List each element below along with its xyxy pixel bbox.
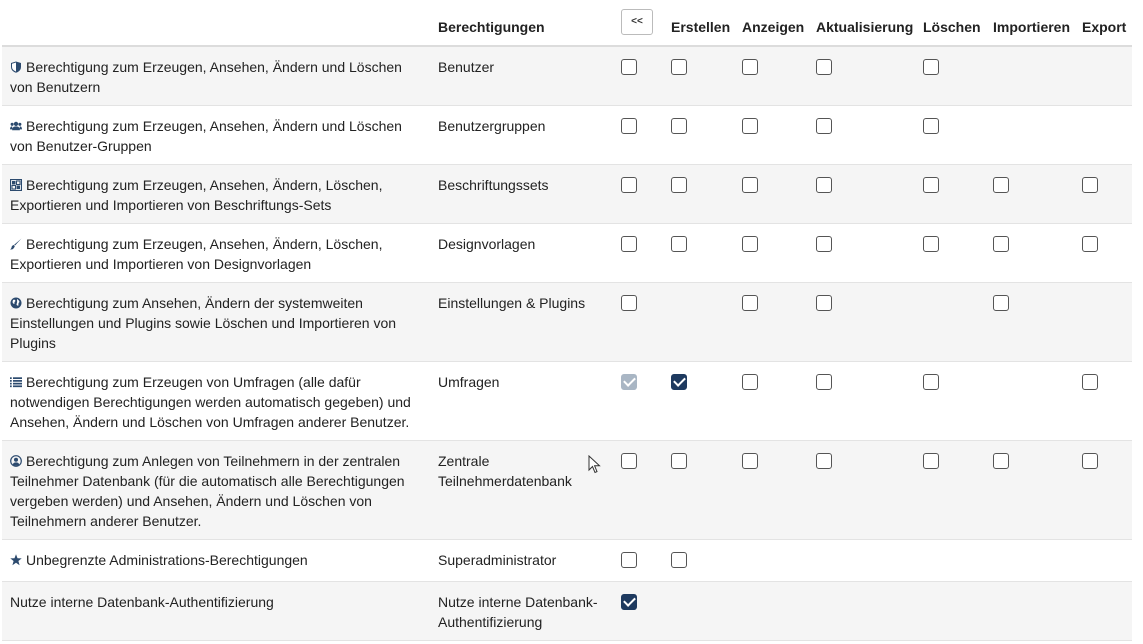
cell-import bbox=[993, 540, 1082, 582]
checkbox-export[interactable] bbox=[1082, 177, 1098, 193]
cell-import bbox=[993, 441, 1082, 540]
checkbox-all[interactable] bbox=[621, 177, 637, 193]
cell-all bbox=[621, 224, 671, 283]
cell-update bbox=[816, 582, 923, 641]
header-read: Anzeigen bbox=[742, 0, 816, 46]
table-row bbox=[2, 362, 1132, 441]
cell-all bbox=[621, 46, 671, 106]
permission-description bbox=[2, 106, 438, 165]
cell-update bbox=[816, 540, 923, 582]
cell-delete bbox=[923, 362, 993, 441]
cell-read bbox=[742, 224, 816, 283]
grid-icon bbox=[10, 179, 22, 191]
cell-create bbox=[671, 582, 742, 641]
cell-all bbox=[621, 362, 671, 441]
header-toggle bbox=[621, 0, 671, 46]
header-delete: Löschen bbox=[923, 0, 993, 46]
permission-description bbox=[2, 224, 438, 283]
table-row bbox=[2, 283, 1132, 362]
collapse-toggle-button[interactable]: << bbox=[621, 9, 653, 35]
cell-export bbox=[1082, 441, 1132, 540]
checkbox-create[interactable] bbox=[671, 177, 687, 193]
table-row bbox=[2, 540, 1132, 582]
checkbox-update[interactable] bbox=[816, 236, 832, 252]
checkbox-create[interactable] bbox=[671, 118, 687, 134]
permission-description-text: Berechtigung zum Erzeugen von Umfragen (alle dafür notwendigen Berechtigungen werden automatisch gegeben) und Ansehen, Ändern und Löschen von Umfragen anderer Benutzer. bbox=[10, 374, 411, 430]
permission-description-text: Berechtigung zum Erzeugen, Ansehen, Ändern und Löschen von Benutzer-Gruppen bbox=[10, 118, 402, 154]
checkbox-all[interactable] bbox=[621, 594, 637, 610]
shield-icon bbox=[10, 61, 22, 73]
checkbox-import[interactable] bbox=[993, 453, 1009, 469]
table-row bbox=[2, 46, 1132, 106]
checkbox-read[interactable] bbox=[742, 59, 758, 75]
checkbox-import[interactable] bbox=[993, 236, 1009, 252]
cell-import bbox=[993, 283, 1082, 362]
cell-delete bbox=[923, 582, 993, 641]
cell-delete bbox=[923, 46, 993, 106]
cell-all bbox=[621, 582, 671, 641]
cell-create bbox=[671, 362, 742, 441]
permission-description-text: Berechtigung zum Erzeugen, Ansehen, Ändern, Löschen, Exportieren und Importieren von Beschriftungs-Sets bbox=[10, 177, 383, 213]
checkbox-create[interactable] bbox=[671, 374, 687, 390]
cell-export bbox=[1082, 362, 1132, 441]
cell-all bbox=[621, 106, 671, 165]
checkbox-create[interactable] bbox=[671, 236, 687, 252]
checkbox-all[interactable] bbox=[621, 295, 637, 311]
permission-name: Superadministrator bbox=[438, 540, 621, 582]
checkbox-all[interactable] bbox=[621, 236, 637, 252]
checkbox-read[interactable] bbox=[742, 118, 758, 134]
cell-import bbox=[993, 224, 1082, 283]
table-row bbox=[2, 165, 1132, 224]
checkbox-update[interactable] bbox=[816, 118, 832, 134]
permission-description-text: Berechtigung zum Ansehen, Ändern der systemweiten Einstellungen und Plugins sowie Löschen und Importieren von Plugins bbox=[10, 295, 397, 351]
checkbox-read[interactable] bbox=[742, 453, 758, 469]
header-description bbox=[2, 0, 438, 46]
cell-all bbox=[621, 165, 671, 224]
permission-description bbox=[2, 283, 438, 362]
checkbox-export[interactable] bbox=[1082, 453, 1098, 469]
checkbox-update[interactable] bbox=[816, 374, 832, 390]
cell-export bbox=[1082, 283, 1132, 362]
permission-description bbox=[2, 441, 438, 540]
cell-import bbox=[993, 165, 1082, 224]
permission-description bbox=[2, 46, 438, 106]
cell-read bbox=[742, 540, 816, 582]
checkbox-all[interactable] bbox=[621, 552, 637, 568]
checkbox-delete[interactable] bbox=[923, 453, 939, 469]
permission-name: Beschriftungssets bbox=[438, 165, 621, 224]
cell-create bbox=[671, 46, 742, 106]
cell-delete bbox=[923, 165, 993, 224]
cell-create bbox=[671, 224, 742, 283]
permission-description bbox=[2, 540, 438, 582]
checkbox-delete[interactable] bbox=[923, 118, 939, 134]
header-permissions: Berechtigungen bbox=[438, 0, 621, 46]
cell-update bbox=[816, 106, 923, 165]
checkbox-update[interactable] bbox=[816, 59, 832, 75]
permission-description bbox=[2, 582, 438, 641]
cell-all bbox=[621, 540, 671, 582]
cell-create bbox=[671, 106, 742, 165]
permission-name: Einstellungen & Plugins bbox=[438, 283, 621, 362]
permission-name: Nutze interne Datenbank-Authentifizierung bbox=[438, 582, 621, 641]
cell-update bbox=[816, 165, 923, 224]
users-icon bbox=[10, 120, 22, 132]
header-update: Aktualisierung bbox=[816, 0, 923, 46]
checkbox-create[interactable] bbox=[671, 552, 687, 568]
permission-name: Umfragen bbox=[438, 362, 621, 441]
cell-import bbox=[993, 582, 1082, 641]
cell-read bbox=[742, 362, 816, 441]
cell-export bbox=[1082, 46, 1132, 106]
checkbox-update[interactable] bbox=[816, 177, 832, 193]
cell-read bbox=[742, 165, 816, 224]
cell-update bbox=[816, 283, 923, 362]
checkbox-delete[interactable] bbox=[923, 374, 939, 390]
table-row bbox=[2, 106, 1132, 165]
cell-read bbox=[742, 283, 816, 362]
cell-export bbox=[1082, 540, 1132, 582]
checkbox-all[interactable] bbox=[621, 59, 637, 75]
checkbox-import[interactable] bbox=[993, 295, 1009, 311]
cell-update bbox=[816, 441, 923, 540]
cell-create bbox=[671, 165, 742, 224]
table-body bbox=[2, 46, 1132, 641]
cell-delete bbox=[923, 540, 993, 582]
cell-create bbox=[671, 540, 742, 582]
checkbox-read[interactable] bbox=[742, 177, 758, 193]
table-row bbox=[2, 582, 1132, 641]
cell-all bbox=[621, 441, 671, 540]
permission-description bbox=[2, 362, 438, 441]
checkbox-create[interactable] bbox=[671, 453, 687, 469]
permission-name: Benutzer bbox=[438, 46, 621, 106]
header-import: Importieren bbox=[993, 0, 1082, 46]
cell-read bbox=[742, 582, 816, 641]
checkbox-delete[interactable] bbox=[923, 236, 939, 252]
cell-update bbox=[816, 46, 923, 106]
cell-read bbox=[742, 46, 816, 106]
checkbox-all[interactable] bbox=[621, 453, 637, 469]
checkbox-all[interactable] bbox=[621, 118, 637, 134]
checkbox-update[interactable] bbox=[816, 453, 832, 469]
cell-read bbox=[742, 106, 816, 165]
checkbox-delete[interactable] bbox=[923, 59, 939, 75]
cell-delete bbox=[923, 106, 993, 165]
cell-create bbox=[671, 283, 742, 362]
table-row bbox=[2, 224, 1132, 283]
mouse-cursor-icon bbox=[588, 455, 602, 475]
permission-description-text: Berechtigung zum Anlegen von Teilnehmern in der zentralen Teilnehmer Datenbank (für die automatisch alle Berechtigungen vergeben werden) und Ansehen, Ändern und Löschen von Teilnehmern anderer Benutzer. bbox=[10, 453, 405, 529]
cell-export bbox=[1082, 106, 1132, 165]
permissions-table bbox=[2, 0, 1132, 641]
brush-icon bbox=[10, 238, 22, 250]
permission-name: Benutzergruppen bbox=[438, 106, 621, 165]
checkbox-all bbox=[621, 374, 637, 390]
cell-import bbox=[993, 362, 1082, 441]
cell-import bbox=[993, 46, 1082, 106]
permission-name: Designvorlagen bbox=[438, 224, 621, 283]
checkbox-delete[interactable] bbox=[923, 177, 939, 193]
checkbox-create[interactable] bbox=[671, 59, 687, 75]
cell-import bbox=[993, 106, 1082, 165]
checkbox-read[interactable] bbox=[742, 236, 758, 252]
checkbox-update[interactable] bbox=[816, 295, 832, 311]
checkbox-import[interactable] bbox=[993, 177, 1009, 193]
list-icon bbox=[10, 376, 22, 388]
cell-delete bbox=[923, 283, 993, 362]
cell-create bbox=[671, 441, 742, 540]
cell-all bbox=[621, 283, 671, 362]
cell-update bbox=[816, 362, 923, 441]
header-create: Erstellen bbox=[671, 0, 742, 46]
cell-read bbox=[742, 441, 816, 540]
cell-export bbox=[1082, 165, 1132, 224]
checkbox-export[interactable] bbox=[1082, 374, 1098, 390]
permission-description-text: Berechtigung zum Erzeugen, Ansehen, Ändern und Löschen von Benutzern bbox=[10, 59, 402, 95]
user-circle-icon bbox=[10, 455, 22, 467]
header-export: Export bbox=[1082, 0, 1132, 46]
checkbox-export[interactable] bbox=[1082, 236, 1098, 252]
star-icon bbox=[10, 554, 22, 566]
permission-description-text: Nutze interne Datenbank-Authentifizierung bbox=[10, 594, 274, 610]
cell-delete bbox=[923, 224, 993, 283]
table-row bbox=[2, 441, 1132, 540]
permission-description-text: Unbegrenzte Administrations-Berechtigungen bbox=[26, 552, 308, 568]
table-header-row bbox=[2, 0, 1132, 46]
cell-export bbox=[1082, 224, 1132, 283]
checkbox-read[interactable] bbox=[742, 374, 758, 390]
permission-name: Zentrale Teilnehmerdatenbank bbox=[438, 441, 621, 540]
cell-update bbox=[816, 224, 923, 283]
globe-icon bbox=[10, 297, 22, 309]
permission-description bbox=[2, 165, 438, 224]
checkbox-read[interactable] bbox=[742, 295, 758, 311]
permission-description-text: Berechtigung zum Erzeugen, Ansehen, Ändern, Löschen, Exportieren und Importieren von Designvorlagen bbox=[10, 236, 383, 272]
cell-export bbox=[1082, 582, 1132, 641]
cell-delete bbox=[923, 441, 993, 540]
